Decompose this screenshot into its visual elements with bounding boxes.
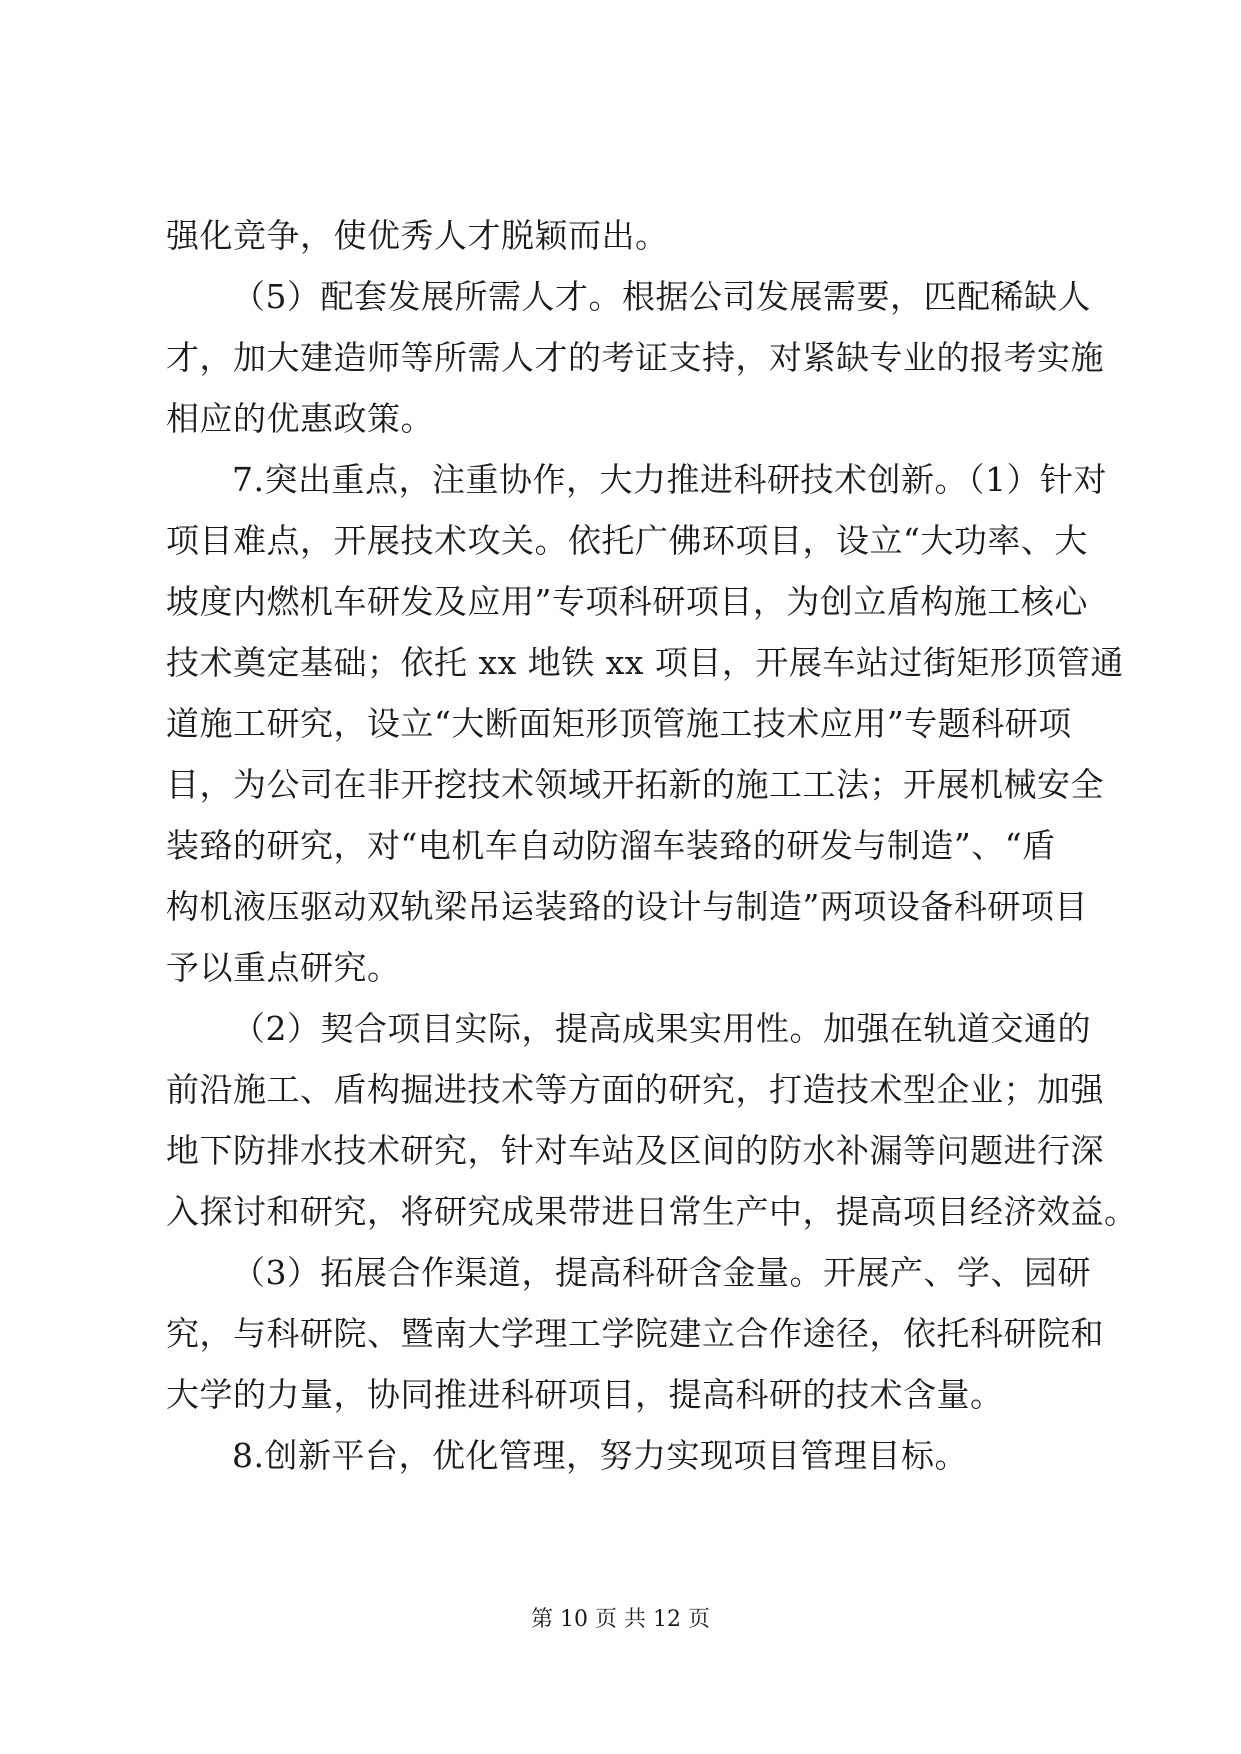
text-line: 技术奠定基础；依托 xx 地铁 xx 项目，开展车站过街矩形顶管通	[166, 643, 1124, 682]
text-line: 项目难点，开展技术攻关。依托广佛环项目，设立“大功率、大	[166, 521, 1088, 560]
body-text	[166, 205, 1138, 1486]
text-line: 地下防排水技术研究，针对车站及区间的防水补漏等问题进行深	[166, 1131, 1104, 1170]
text-line: 7.突出重点，注重协作，大力推进科研技术创新。（1）针对	[232, 460, 1107, 499]
text-line: 装臵的研究，对“电机车自动防溜车装臵的研发与制造”、“盾	[166, 826, 1056, 865]
text-line: 究，与科研院、暨南大学理工学院建立合作途径，依托科研院和	[166, 1314, 1104, 1353]
page-footer: 第 10 页 共 12 页	[531, 1607, 710, 1632]
text-line: 构机液压驱动双轨梁吊运装臵的设计与制造”两项设备科研项目	[166, 887, 1088, 926]
text-line: 8.创新平台，优化管理，努力实现项目管理目标。	[232, 1436, 968, 1475]
text-line: 才，加大建造师等所需人才的考证支持，对紧缺专业的报考实施	[166, 338, 1104, 377]
text-line: 道施工研究，设立“大断面矩形顶管施工技术应用”专题科研项	[166, 704, 1072, 743]
text-line: 前沿施工、盾构掘进技术等方面的研究，打造技术型企业；加强	[166, 1070, 1104, 1109]
text-line: 目，为公司在非开挖技术领域开拓新的施工工法；开展机械安全	[166, 765, 1104, 804]
text-line: （3）拓展合作渠道，提高科研含金量。开展产、学、园研	[232, 1253, 1091, 1292]
text-line: （5）配套发展所需人才。根据公司发展需要，匹配稀缺人	[232, 277, 1091, 316]
text-line: （2）契合项目实际，提高成果实用性。加强在轨道交通的	[232, 1009, 1091, 1048]
text-line: 大学的力量，协同推进科研项目，提高科研的技术含量。	[166, 1375, 1004, 1414]
text-line: 坡度内燃机车研发及应用”专项科研项目，为创立盾构施工核心	[166, 582, 1088, 621]
text-line: 相应的优惠政策。	[166, 399, 434, 438]
text-line: 强化竞争，使优秀人才脱颖而出。	[166, 216, 669, 255]
text-line: 入探讨和研究，将研究成果带进日常生产中，提高项目经济效益。	[166, 1192, 1138, 1231]
text-line: 予以重点研究。	[166, 948, 401, 987]
